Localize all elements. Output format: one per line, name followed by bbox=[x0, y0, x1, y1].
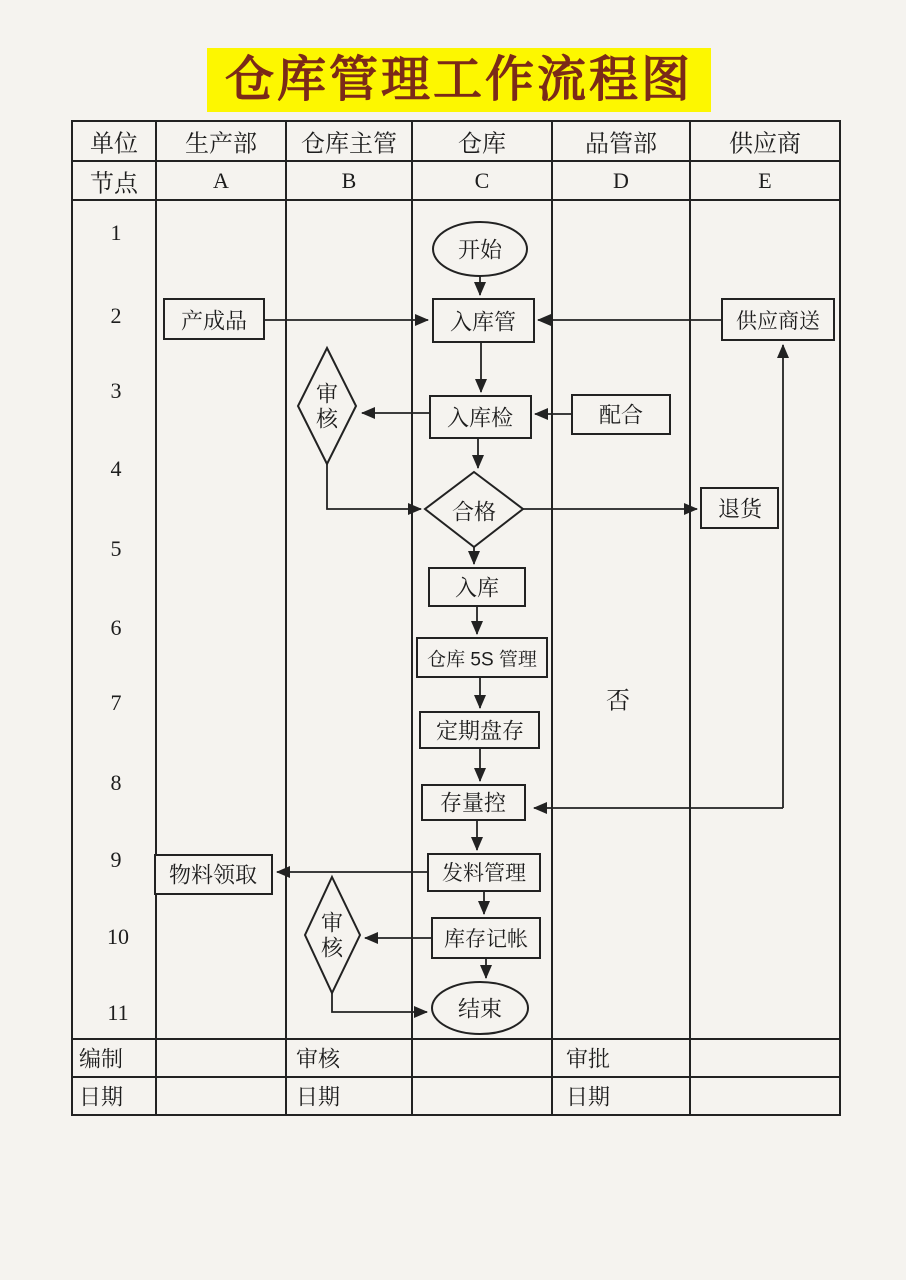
no-branch-label: 否 bbox=[606, 688, 630, 715]
row-number-11: 11 bbox=[107, 1000, 129, 1025]
header-unit: 单位 bbox=[90, 131, 138, 158]
row-number-4: 4 bbox=[110, 456, 122, 481]
incoming-inspection-label: 入库检 bbox=[446, 405, 514, 431]
put-in-storage-label: 入库 bbox=[454, 575, 500, 601]
review1-label: 审核 bbox=[315, 381, 338, 431]
header-warehouse-supervisor: 仓库主管 bbox=[301, 131, 397, 158]
start-label: 开始 bbox=[457, 237, 503, 263]
periodic-inventory-label: 定期盘存 bbox=[435, 718, 525, 744]
row-number-5: 5 bbox=[110, 536, 122, 561]
cooperate-label: 配合 bbox=[598, 402, 644, 428]
row-number-8: 8 bbox=[110, 770, 122, 795]
warehouse-5s-label: 仓库 5S 管理 bbox=[427, 649, 537, 671]
material-pickup-label: 物料领取 bbox=[168, 862, 258, 888]
node-letter-d: D bbox=[613, 168, 629, 193]
inventory-account-label: 库存记帐 bbox=[444, 928, 528, 951]
material-issue-label: 发料管理 bbox=[442, 862, 526, 885]
row-number-6: 6 bbox=[110, 615, 122, 640]
header-warehouse: 仓库 bbox=[458, 131, 506, 158]
row-number-3: 3 bbox=[110, 378, 122, 403]
return-goods-label: 退货 bbox=[717, 496, 763, 522]
footer-compiled-by: 编制 bbox=[79, 1046, 124, 1072]
node-letter-e: E bbox=[758, 168, 772, 193]
row-number-10: 10 bbox=[107, 924, 129, 949]
storage-mgmt-label: 入库管 bbox=[449, 309, 517, 335]
supplier-delivery-label: 供应商送 bbox=[736, 310, 820, 333]
end-label: 结束 bbox=[457, 996, 503, 1022]
footer-reviewed-by: 审核 bbox=[296, 1046, 341, 1072]
finished-goods-label: 产成品 bbox=[180, 308, 248, 334]
qualified-label: 合格 bbox=[451, 499, 497, 525]
node-letter-c: C bbox=[474, 168, 490, 193]
header-quality-dept: 品管部 bbox=[585, 131, 657, 158]
row-number-1: 1 bbox=[110, 220, 122, 245]
row-number-7: 7 bbox=[110, 690, 122, 715]
node-letter-b: B bbox=[341, 168, 357, 193]
page-title: 仓库管理工作流程图 bbox=[207, 48, 711, 112]
arrow-review1-to-qualified bbox=[327, 464, 421, 509]
footer-approved-by: 审批 bbox=[566, 1046, 611, 1072]
row-number-9: 9 bbox=[110, 847, 122, 872]
stock-control-label: 存量控 bbox=[439, 790, 507, 816]
row-number-2: 2 bbox=[110, 303, 122, 328]
node-letter-a: A bbox=[213, 168, 229, 193]
footer-date-3: 日期 bbox=[566, 1084, 611, 1110]
footer-date-2: 日期 bbox=[296, 1084, 341, 1110]
node-row-label: 节点 bbox=[90, 171, 138, 198]
flow-shapes bbox=[155, 222, 834, 1034]
header-supplier: 供应商 bbox=[729, 131, 801, 158]
review2-label: 审核 bbox=[320, 910, 343, 960]
footer-date-1: 日期 bbox=[79, 1084, 124, 1110]
header-production-dept: 生产部 bbox=[185, 131, 257, 158]
